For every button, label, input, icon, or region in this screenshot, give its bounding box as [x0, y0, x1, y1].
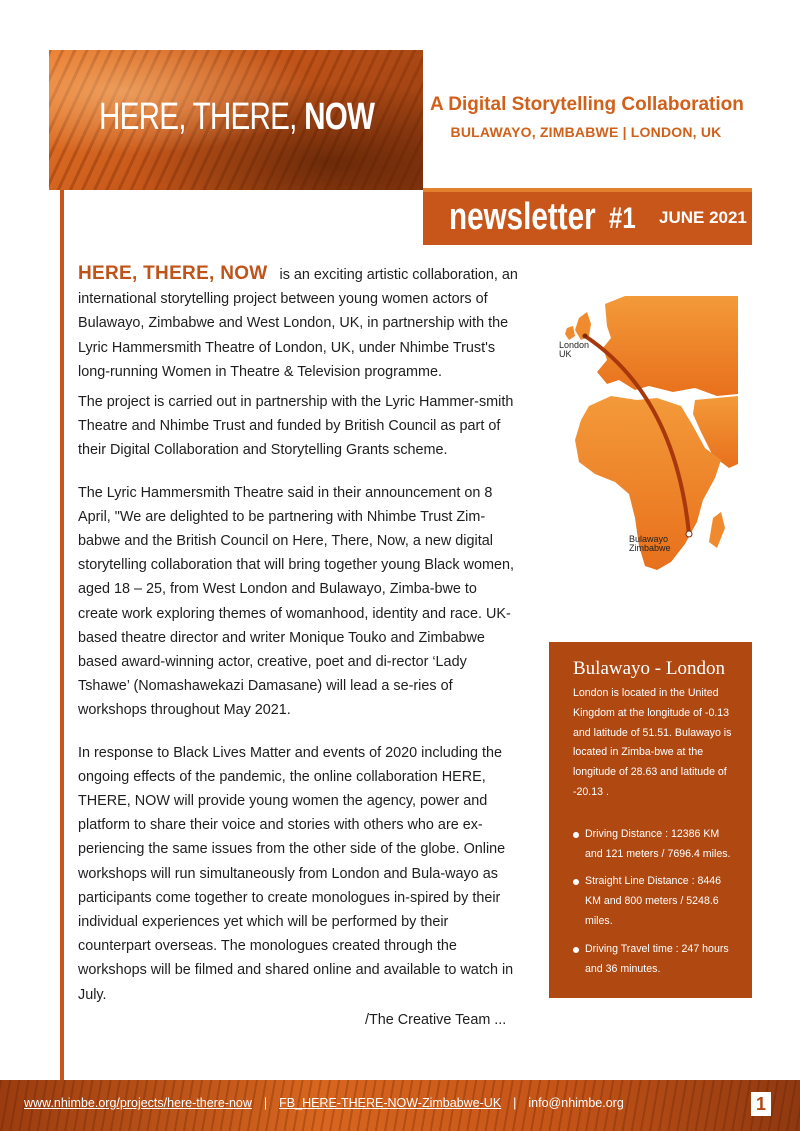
route-map [545, 296, 738, 586]
header-banner [49, 50, 423, 190]
info-box-list [573, 825, 738, 980]
article-paragraph-1-text: is an exciting artistic collaboration, an international storytelling project between young women actors of Bulawayo, Zimbabwe and West London, UK, in partnership with the Lyric Hammersmith Theatre of London, UK, under Nhimbe Trust's long-running Women in Theatre & Television programme. [78, 267, 518, 380]
banner-title-thin: HERE, THERE, [99, 96, 305, 138]
uk-label: UK [559, 349, 572, 359]
page-number: 1 [751, 1092, 771, 1116]
article-paragraph-4: In response to Black Lives Matter and events of 2020 including the ongoing effects of the pandemic, the online collaboration HERE, THERE, NOW will provide young women the agency, power and platform to share their voice and stories with others who are ex-periencing the same issues from the other side of the globe. Online workshops will run simultaneously from London and Bula-wayo as participants come together to create monologues in-spired by their individual experiences yet which will be performed by their counterpart overseas. The monologues created through the workshops will be filmed and shared online and available to watch in July. [78, 744, 514, 1003]
banner-title-bold: NOW [304, 96, 375, 138]
london-label: London [559, 340, 590, 350]
info-box-item: Straight Line Distance : 8446 KM and 800 meters / 5248.6 miles. [573, 872, 738, 931]
info-box-title: Bulawayo - London [573, 658, 725, 679]
article-signoff: /The Creative Team ... [365, 1012, 507, 1028]
footer-links [24, 1096, 624, 1110]
bulawayo-marker [686, 531, 692, 537]
footer-bar [0, 1080, 800, 1131]
website-link[interactable]: www.nhimbe.org/projects/here-there-now [24, 1096, 252, 1110]
article-paragraph-1 [78, 262, 518, 384]
tagline-locations: BULAWAYO, ZIMBABWE | LONDON, UK [450, 124, 722, 140]
vertical-rule [60, 190, 64, 1080]
article-paragraph-3: The Lyric Hammersmith Theatre said in their announcement on 8 April, "We are delighted to be partnering with Nhimbe Trust Zim-babwe and the British Council on Here, There, Now, a new digital storytelling collaboration that will bring together young Black women, aged 18 – 25, from West London and Bulawayo, Zimba-bwe to create work exploring themes of womanhood, identity and race. UK-based theatre director and writer Monique Touko and Zimbabwe based award-winning actor, creative, poet and di-rector ‘Lady Tshawe’ (Nomashawekazi Damasane) will lead a se-ries of workshops throughout May 2021. [78, 484, 514, 719]
email-link[interactable]: info@nhimbe.org [528, 1096, 624, 1110]
newsletter-date: JUNE 2021 [659, 208, 747, 227]
facebook-link[interactable]: FB_HERE-THERE-NOW-Zimbabwe-UK [279, 1096, 502, 1110]
newsletter-word: newsletter [449, 196, 596, 238]
info-box-description: London is located in the United Kingdom at the longitude of -0.13 and latitude of 51.51. Bulawayo is located in Zimba-bwe at the longitude of 28.63 and latitude of -20.13 . [573, 687, 732, 798]
tagline [430, 94, 742, 140]
footer-separator: | [263, 1096, 268, 1110]
info-box-item: Driving Distance : 12386 KM and 121 meters / 7696.4 miles. [573, 825, 738, 865]
article-paragraph-2: The project is carried out in partnership with the Lyric Hammer-smith Theatre and Nhimbe Trust and funded by British Council as part of their Digital Collaboration and Storytelling Grants scheme. [78, 394, 514, 459]
distance-info-box [549, 642, 752, 998]
london-marker [583, 334, 588, 339]
newsletter-number: #1 [609, 202, 636, 235]
article-lead: HERE, THERE, NOW [78, 263, 268, 284]
route-map-graphic [545, 296, 738, 586]
newsletter-bar [423, 188, 752, 245]
bulawayo-label: Bulawayo [629, 534, 669, 544]
banner-title [99, 96, 374, 139]
footer-separator: | [513, 1096, 517, 1110]
info-box-item: Driving Travel time : 247 hours and 36 minutes. [573, 940, 738, 980]
article-body [78, 262, 518, 1013]
tagline-title: A Digital Storytelling Collaboration [430, 94, 744, 115]
zimbabwe-label: Zimbabwe [629, 543, 671, 553]
